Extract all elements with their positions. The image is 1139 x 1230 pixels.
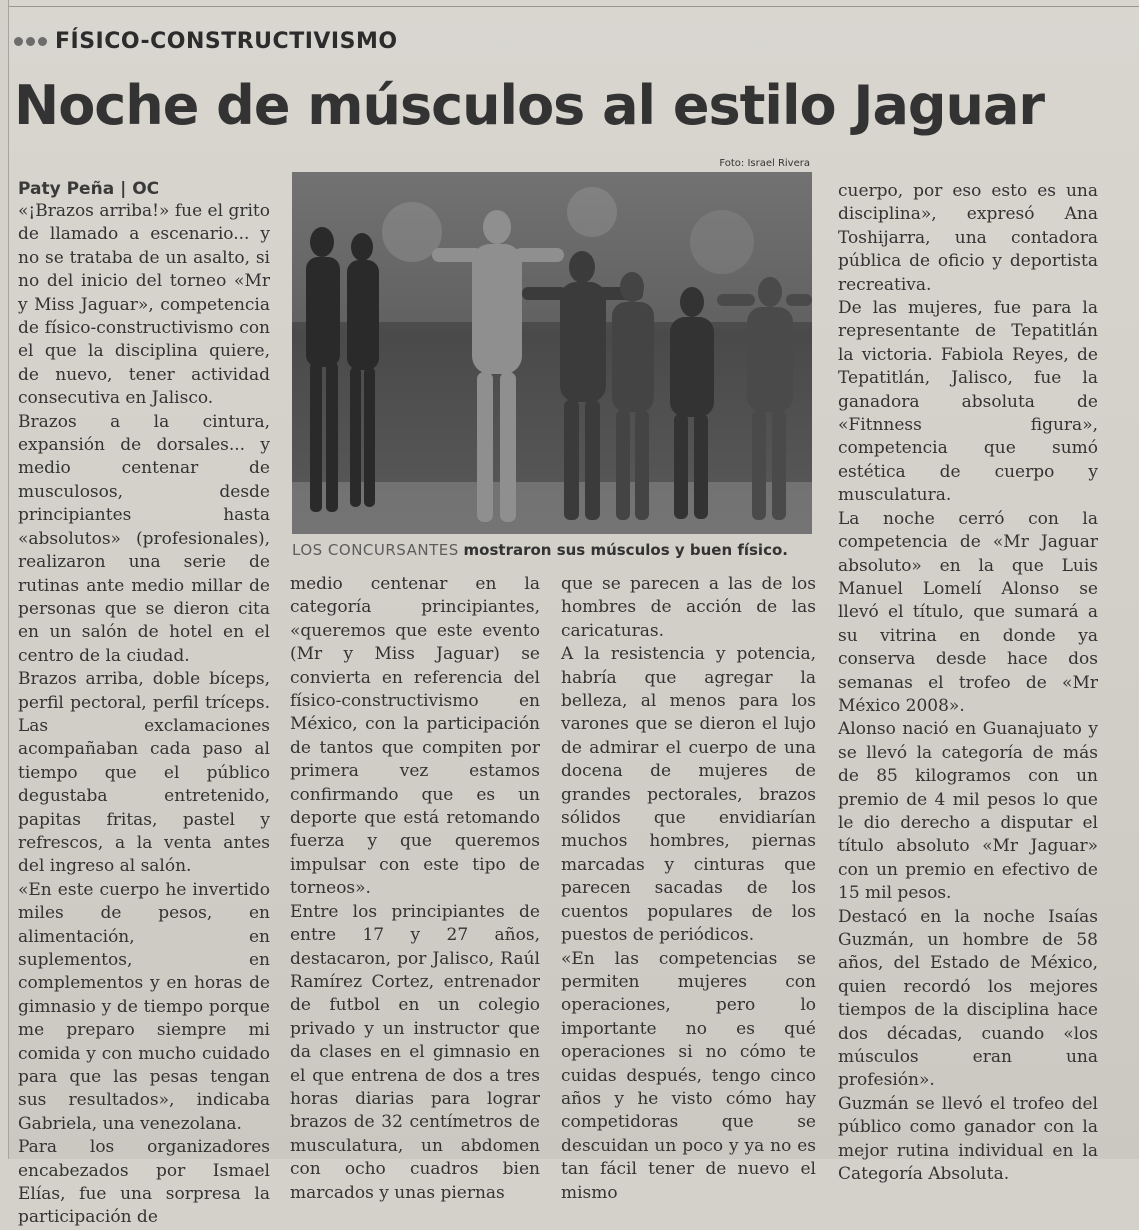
paragraph: «En las competencias se permiten mujeres con operaciones, pero lo importante no es qué operaciones si no cómo te cuidas después, tengo cinco años y he visto cómo hay competidoras que se descuidan un poco y ya no es tan fácil tener de nuevo el mismo (561, 948, 816, 1203)
paragraph: A la resistencia y potencia, habría que agregar la belleza, al menos para los varones que se dieron el lujo de admirar el cuerpo de una docena de mujeres de grandes pectorales, brazos sólidos que envidiarían muchos hombres, piernas marcadas y cinturas que parecen sacadas de los cuentos populares de los puestos de periódicos. (561, 644, 816, 946)
article-column-3 (561, 573, 816, 1205)
article-column-1 (18, 178, 270, 1230)
caption-text: mostraron sus músculos y buen físico. (463, 541, 788, 559)
top-rule (8, 6, 1139, 7)
section-label: FÍSICO-CONSTRUCTIVISMO (55, 28, 398, 54)
paragraph: «¡Brazos arriba!» fue el grito de llamado a escenario... y no se trataba de un asalto, si no del inicio del torneo «Mr y Miss Jaguar», competencia de físico-constructivismo con el que la disciplina quiere, de nuevo, tener actividad consecutiva en Jalisco. (18, 201, 270, 409)
paragraph: Destacó en la noche Isaías Guzmán, un hombre de 58 años, del Estado de México, quien recordó los mejores tiempos de la disciplina hace dos décadas, cuando «los músculos eran una profesión». (838, 906, 1098, 1091)
paragraph: Alonso nació en Guanajuato y se llevó la categoría de más de 85 kilogramos con un premio de 4 mil pesos lo que le dio derecho a disputar el título absoluto «Mr Jaguar» con un premio en efectivo de 15 mil pesos. (838, 719, 1098, 904)
paragraph: «En este cuerpo he invertido miles de pesos, en alimentación, en suplementos, en complementos y en horas de gimnasio y de tiempo porque me preparo siempre mi comida y con mucho cuidado para que las pesas tengan sus resultados», indicaba Gabriela, una venezolana. (18, 879, 270, 1134)
paragraph: La noche cerró con la competencia de «Mr Jaguar absoluto» en la que Luis Manuel Lomelí Alonso se llevó el título, que sumará a su vitrina en donde ya conserva desde hace dos semanas el trofeo de «Mr México 2008». (838, 508, 1098, 716)
headline: Noche de músculos al estilo Jaguar (14, 74, 1045, 137)
section-header (14, 26, 398, 56)
paragraph: que se parecen a las de los hombres de acción de las caricaturas. (561, 574, 816, 641)
paragraph: Para los organizadores encabezados por Ismael Elías, fue una sorpresa la participación de (18, 1137, 270, 1228)
article-photo (292, 172, 812, 534)
paragraph: De las mujeres, fue para la representante de Tepatitlán la victoria. Fabiola Reyes, de Tepatitlán, Jalisco, fue la ganadora absoluta de «Fitnness figura», competencia que sumó estética de cuerpo y musculatura. (838, 298, 1098, 506)
dots-icon (14, 37, 47, 46)
paragraph: Guzmán se llevó el trofeo del público como ganador con la mejor rutina individual en la Categoría Absoluta. (838, 1093, 1098, 1185)
paragraph: Brazos arriba, doble bíceps, perfil pectoral, perfil tríceps. Las exclamaciones acompañaban cada paso al tiempo que el público degustaba entretenido, papitas fritas, pastel y refrescos, a la venta antes del ingreso al salón. (18, 669, 270, 877)
article-column-4 (838, 180, 1098, 1186)
left-rule (8, 0, 9, 1159)
photo-caption (292, 541, 822, 559)
caption-lead: LOS CONCURSANTES (292, 541, 459, 559)
byline: Paty Peña | OC (18, 179, 160, 199)
bodybuilders-photo-illustration (292, 172, 812, 534)
paragraph: Brazos a la cintura, expansión de dorsales... y medio centenar de musculosos, desde principiantes hasta «absolutos» (profesionales), realizaron una serie de rutinas ante medio millar de personas que se dieron cita en un salón de hotel en el centro de la ciudad. (18, 411, 270, 666)
photo-credit: Foto: Israel Rivera (719, 158, 810, 169)
paragraph: Entre los principiantes de entre 17 y 27 años, destacaron, por Jalisco, Raúl Ramírez Cortez, entrenador de futbol en un colegio privado y un instructor que da clases en el gimnasio en el que entrena de dos a tres horas diarias para lograr brazos de 32 centímetros de musculatura, un abdomen con ocho cuadros bien marcados y unas piernas (290, 901, 540, 1203)
article-column-2 (290, 573, 540, 1205)
paragraph: cuerpo, por eso esto es una disciplina», expresó Ana Toshijarra, una contadora pública de oficio y deportista recreativa. (838, 181, 1098, 295)
paragraph: medio centenar en la categoría principiantes, «queremos que este evento (Mr y Miss Jaguar) se convierta en referencia del físico-constructivismo en México, con la participación de tantos que compiten por primera vez estamos confirmando que es un deporte que está retomando fuerza y que queremos impulsar con este tipo de torneos». (290, 574, 540, 899)
